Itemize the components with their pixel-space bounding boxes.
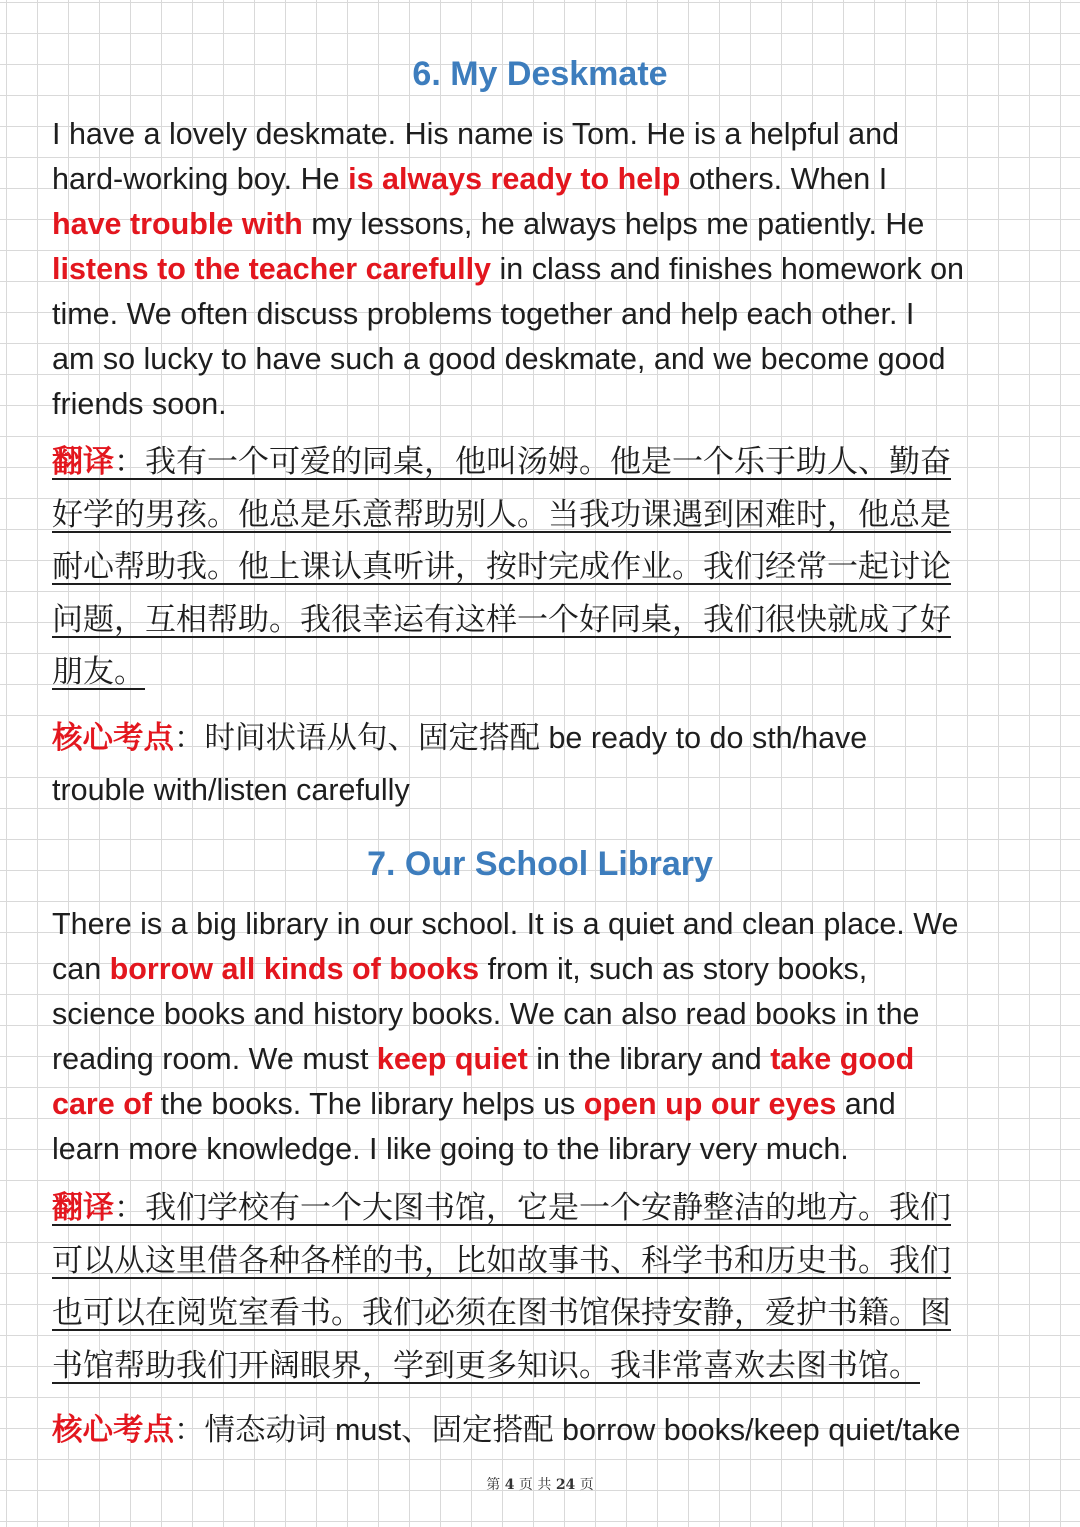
text-segment: learn more knowledge. I like going to the library very much. bbox=[52, 1132, 849, 1166]
footer-prefix: 第 bbox=[486, 1477, 501, 1493]
keypoint-line bbox=[52, 764, 1042, 816]
translation-line bbox=[52, 489, 1042, 542]
keypoint-text: ：情态动词 must、固定搭配 borrow books/keep quiet/take bbox=[174, 1413, 961, 1447]
translation-line bbox=[52, 594, 1042, 647]
keypoint-text: trouble with/listen carefully bbox=[52, 773, 410, 807]
paragraph-line bbox=[52, 1082, 1042, 1127]
text-segment: reading room. We must bbox=[52, 1042, 377, 1076]
text-segment: in class and finishes homework on bbox=[491, 252, 965, 286]
section-6-translation bbox=[52, 436, 1042, 699]
footer-page-number: 4 bbox=[504, 1477, 515, 1493]
translation-text: 也可以在阅览室看书。我们必须在图书馆保持安静，爱护书籍。图 bbox=[52, 1295, 951, 1331]
key-phrase: keep quiet bbox=[376, 1042, 528, 1076]
footer-suffix: 页 bbox=[579, 1477, 594, 1493]
text-segment: science books and history books. We can also read books in the bbox=[52, 997, 920, 1031]
translation-line bbox=[52, 541, 1042, 594]
paragraph-line bbox=[52, 902, 1042, 947]
translation-text: 朋友。 bbox=[52, 654, 145, 690]
keypoint-text: ：时间状语从句、固定搭配 be ready to do sth/have bbox=[174, 721, 868, 755]
text-segment: friends soon. bbox=[52, 387, 227, 421]
section-6-paragraph bbox=[52, 112, 1042, 427]
key-phrase: is always ready to help bbox=[348, 162, 681, 196]
translation-line bbox=[52, 646, 1042, 699]
text-segment: can bbox=[52, 952, 110, 986]
translation-label: 翻译 bbox=[52, 444, 114, 480]
text-segment: am so lucky to have such a good deskmate, and we become good bbox=[52, 342, 946, 376]
text-segment: others. When I bbox=[680, 162, 888, 196]
section-6-title: 6. My Deskmate bbox=[412, 55, 668, 93]
paragraph-line bbox=[52, 157, 1042, 202]
translation-line bbox=[52, 1287, 1042, 1340]
key-phrase: have trouble with bbox=[52, 207, 303, 241]
paragraph-line bbox=[52, 382, 1042, 427]
paragraph-line bbox=[52, 992, 1042, 1037]
text-segment: I have a lovely deskmate. His name is Tom. He is a helpful and bbox=[52, 117, 900, 151]
translation-text: 好学的男孩。他总是乐意帮助别人。当我功课遇到困难时，他总是 bbox=[52, 496, 951, 533]
text-segment: my lessons, he always helps me patiently. He bbox=[302, 207, 925, 241]
key-phrase: listens to the teacher carefully bbox=[52, 252, 492, 286]
translation-line bbox=[52, 1235, 1042, 1288]
section-7-title: 7. Our School Library bbox=[367, 845, 713, 883]
text-segment: from it, such as story books, bbox=[479, 952, 868, 986]
keypoint-label: 核心考点 bbox=[52, 721, 174, 755]
translation-text: ：我有一个可爱的同桌，他叫汤姆。他是一个乐于助人、勤奋 bbox=[114, 444, 951, 480]
paragraph-line bbox=[52, 292, 1042, 337]
translation-text: 问题，互相帮助。我很幸运有这样一个好同桌，我们很快就成了好 bbox=[52, 601, 951, 638]
section-7-keypoints bbox=[52, 1404, 1042, 1456]
text-segment: and bbox=[836, 1087, 896, 1121]
translation-line bbox=[52, 436, 1042, 489]
text-segment: the books. The library helps us bbox=[152, 1087, 584, 1121]
translation-text: 耐心帮助我。他上课认真听讲，按时完成作业。我们经常一起讨论 bbox=[52, 549, 951, 585]
paragraph-line bbox=[52, 112, 1042, 157]
paragraph-line bbox=[52, 1037, 1042, 1082]
translation-line bbox=[52, 1340, 1042, 1393]
section-6-keypoints bbox=[52, 712, 1042, 816]
footer-middle: 页 共 bbox=[518, 1477, 552, 1493]
text-segment: in the library and bbox=[527, 1042, 771, 1076]
paragraph-line bbox=[52, 337, 1042, 382]
key-phrase: care of bbox=[52, 1087, 153, 1121]
text-segment: time. We often discuss problems together and help each other. I bbox=[52, 297, 915, 331]
paragraph-line bbox=[52, 202, 1042, 247]
paragraph-line bbox=[52, 947, 1042, 992]
translation-text: ：我们学校有一个大图书馆，它是一个安静整洁的地方。我们 bbox=[114, 1190, 951, 1226]
translation-line bbox=[52, 1182, 1042, 1235]
keypoint-line bbox=[52, 1404, 1042, 1456]
translation-text: 可以从这里借各种各样的书，比如故事书、科学书和历史书。我们 bbox=[52, 1242, 951, 1279]
paragraph-line bbox=[52, 247, 1042, 292]
section-7-translation bbox=[52, 1182, 1042, 1392]
text-segment: There is a big library in our school. It is a quiet and clean place. We bbox=[52, 907, 959, 941]
translation-text: 书馆帮助我们开阔眼界，学到更多知识。我非常喜欢去图书馆。 bbox=[52, 1347, 920, 1384]
key-phrase: borrow all kinds of books bbox=[109, 952, 480, 986]
footer-total-pages: 24 bbox=[555, 1477, 576, 1493]
page-footer bbox=[0, 1474, 1080, 1494]
text-segment: hard-working boy. He bbox=[52, 162, 349, 196]
keypoint-line bbox=[52, 712, 1042, 764]
keypoint-label: 核心考点 bbox=[52, 1413, 174, 1447]
key-phrase: open up our eyes bbox=[583, 1087, 837, 1121]
paragraph-line bbox=[52, 1127, 1042, 1172]
key-phrase: take good bbox=[770, 1042, 915, 1076]
section-7-paragraph bbox=[52, 902, 1042, 1172]
translation-label: 翻译 bbox=[52, 1190, 114, 1226]
